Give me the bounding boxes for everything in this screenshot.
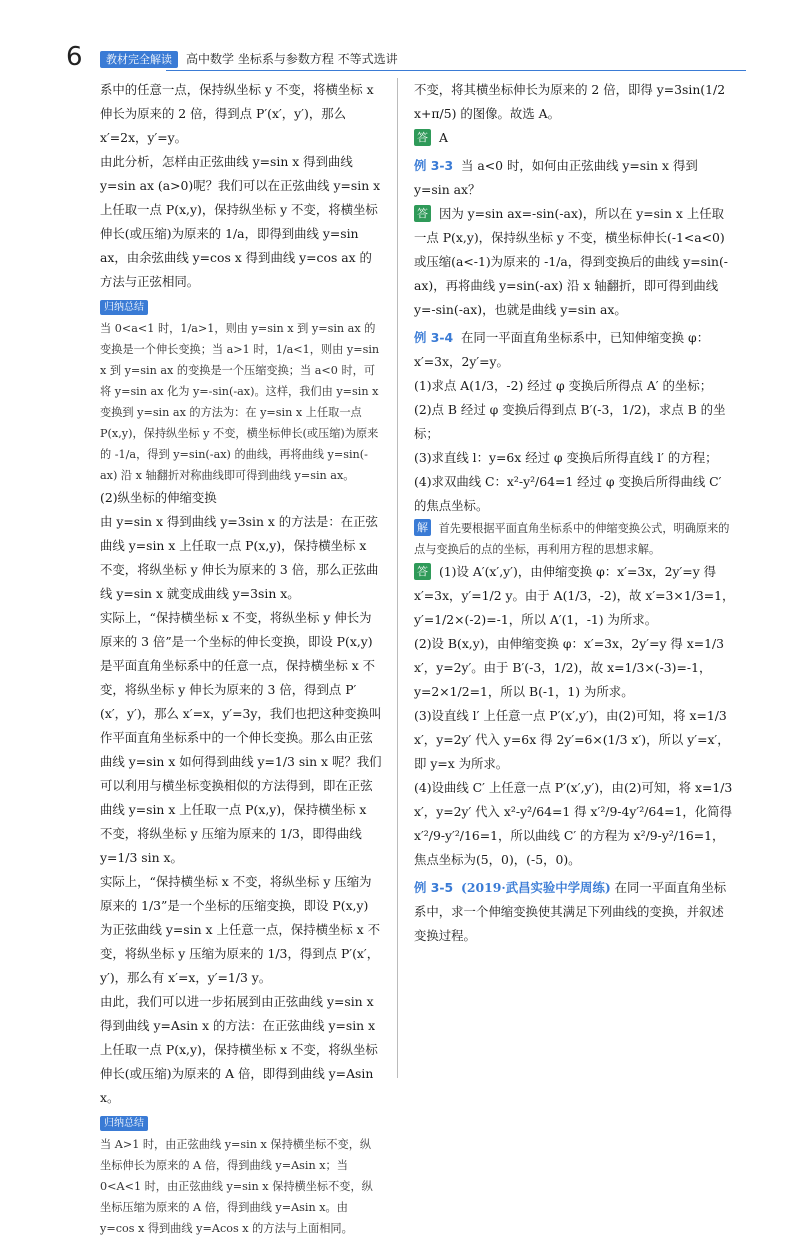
analysis-badge: 解 xyxy=(414,519,431,536)
question: (2)点 B 经过 φ 变换后得到点 B′(-3，1/2)，求点 B 的坐标； xyxy=(414,402,726,441)
right-column xyxy=(414,78,736,948)
answer-text: 因为 y=sin ax=-sin(-ax)，所以在 y=sin x 上任取一点 P(x,y)，保持纵坐标 y 不变，横坐标伸长(-1<a<0)或压缩(a<-1)为原来的 -1/a，得到变换后的曲线 y=sin(-ax)，再将曲线 y=sin(-ax) 沿 x 轴翻折，即可得到曲线 y=-sin(-ax)，也就是曲线 y=sin ax。 xyxy=(414,206,728,317)
paragraph: 实际上，“保持横坐标 x 不变，将纵坐标 y 压缩为原来的 1/3”是一个坐标的压缩变换，即设 P(x,y) 为正弦曲线 y=sin x 上任意一点，保持横坐标 x 不变，将纵坐标 y 压缩为原来的 1/3，得到点 P′(x′，y′)，那么有 x′=x，y′=1/3 y。 xyxy=(100,874,380,985)
column-divider xyxy=(397,78,398,1078)
answer-badge: 答 xyxy=(414,205,431,222)
answer-3-3 xyxy=(414,202,736,322)
question: (1)求点 A(1/3，-2) 经过 φ 变换后所得点 A′ 的坐标； xyxy=(414,378,713,393)
section-heading: (2)纵坐标的伸缩变换 xyxy=(100,490,217,505)
example-source: (2019·武昌实验中学周练) xyxy=(461,880,611,895)
example-label: 例 3-4 xyxy=(414,330,454,345)
paragraph: 系中的任意一点，保持纵坐标 y 不变，将横坐标 x 伸长为原来的 2 倍，得到点 P′(x′，y′)，那么 x′=2x，y′=y。 xyxy=(100,82,374,145)
example-label: 例 3-3 xyxy=(414,158,454,173)
answer-part: (4)设曲线 C′ 上任意一点 P′(x′,y′)，由(2)可知，将 x=1/3 x′，y=2y′ 代入 x²-y²/64=1 得 x′²/9-4y′²/64=1，化简得 x′²/9-y′²/16=1，所以曲线 C′ 的方程为 x²/9-y²/16=1，焦点坐标为(5，0)，(-5，0)。 xyxy=(414,780,733,867)
answer-text: (1)设 A′(x′,y′)，由伸缩变换 φ：x′=3x，2y′=y 得 x′=3x，y′=1/2 y。由于 A(1/3，-2)，故 x′=3×1/3=1，y′=1/2×(-2)=-1，所以 A′(1，-1) 为所求。 xyxy=(414,564,735,627)
example-text: 在同一平面直角坐标系中，已知伸缩变换 φ：x′=3x，2y′=y。 xyxy=(414,330,710,369)
example-3-5 xyxy=(414,876,736,948)
answer-badge: 答 xyxy=(414,129,431,146)
summary-tag: 归纳总结 xyxy=(100,1116,148,1131)
answer-line xyxy=(414,126,736,150)
example-3-3 xyxy=(414,154,736,202)
summary-text: 当 A>1 时，由正弦曲线 y=sin x 保持横坐标不变，纵坐标伸长为原来的 A 倍，得到曲线 y=Asin x；当 0<A<1 时，由正弦曲线 y=sin x 保持横坐标不变，纵坐标压缩为原来的 A 倍，得到曲线 y=Asin x。由 y=cos x 得到曲线 y=Acos x 的方法与上面相同。 xyxy=(100,1138,373,1235)
paragraph: 不变，将其横坐标伸长为原来的 2 倍，即得 y=3sin(1/2 x+π/5) 的图像。故选 A。 xyxy=(414,82,726,121)
answer-3-4 xyxy=(414,560,736,632)
series-label: 教材完全解读 xyxy=(100,51,178,68)
question: (3)求直线 l：y=6x 经过 φ 变换后所得直线 l′ 的方程； xyxy=(414,450,718,465)
left-column xyxy=(100,78,382,1239)
subject-title: 高中数学 坐标系与参数方程 不等式选讲 xyxy=(186,52,398,66)
analysis-text: 首先要根据平面直角坐标系中的伸缩变换公式，明确原来的点与变换后的点的坐标，再利用方程的思想求解。 xyxy=(414,522,730,556)
analysis xyxy=(414,518,736,560)
answer-part: (3)设直线 l′ 上任意一点 P′(x′,y′)，由(2)可知，将 x=1/3 x′，y=2y′ 代入 y=6x 得 2y′=6×(1/3 x′)，所以 y′=x′，即 y=x 为所求。 xyxy=(414,708,730,771)
paragraph: 实际上，“保持横坐标 x 不变，将纵坐标 y 伸长为原来的 3 倍”是一个坐标的伸长变换，即设 P(x,y) 是平面直角坐标系中的任意一点，保持横坐标 x 不变，将纵坐标 y 伸长为原来的 3 倍，得到点 P′(x′，y′)，那么 x′=x，y′=3y，我们也把这种变换叫作平面直角坐标系中的一个伸长变换。那么由正弦曲线 y=sin x 如何得到曲线 y=1/3 sin x 呢？我们可以利用与横坐标变换相似的方法得到，即在正弦曲线 y=sin x 上任取一点 P(x,y)，保持横坐标 x 不变，将纵坐标 y 压缩为原来的 1/3，即得曲线 y=1/3 sin x。 xyxy=(100,610,382,865)
question: (4)求双曲线 C：x²-y²/64=1 经过 φ 变换后所得曲线 C′ 的焦点坐标。 xyxy=(414,474,722,513)
paragraph: 由此，我们可以进一步拓展到由正弦曲线 y=sin x 得到曲线 y=Asin x 的方法：在正弦曲线 y=sin x 上任取一点 P(x,y)，保持横坐标 x 不变，将纵坐标伸长(或压缩)为原来的 A 倍，即得到曲线 y=Asin x。 xyxy=(100,994,378,1105)
example-label: 例 3-5 xyxy=(414,880,454,895)
page-number: 6 xyxy=(66,42,83,72)
example-3-4 xyxy=(414,326,736,374)
answer-value: A xyxy=(438,130,448,145)
summary-tag: 归纳总结 xyxy=(100,300,148,315)
summary-text: 当 0<a<1 时，1/a>1，则由 y=sin x 到 y=sin ax 的变换是一个伸长变换；当 a>1 时，1/a<1，则由 y=sin x 到 y=sin ax 的变换是一个压缩变换；当 a<0 时，可将 y=sin ax 化为 y=-sin(-ax)。这样，我们由 y=sin x 变换到 y=sin ax 的方法为：在 y=sin x 上任取一点 P(x,y)，保持纵坐标 y 不变，横坐标伸长(或压缩)为原来的 -1/a，得到 y=sin(-ax) 的曲线，再将曲线 y=sin(-ax) 沿 x 轴翻折对称曲线即可得到曲线 y=sin ax。 xyxy=(100,322,380,482)
header-rule xyxy=(166,70,746,71)
answer-part: (2)设 B(x,y)，由伸缩变换 φ：x′=3x，2y′=y 得 x=1/3 x′，y=2y′。由于 B′(-3，1/2)，故 x=1/3×(-3)=-1，y=2×1/2=1，所以 B(-1，1) 为所求。 xyxy=(414,636,725,699)
answer-badge: 答 xyxy=(414,563,431,580)
paragraph: 由 y=sin x 得到曲线 y=3sin x 的方法是：在正弦曲线 y=sin x 上任取一点 P(x,y)，保持横坐标 x 不变，将纵坐标 y 伸长为原来的 3 倍，那么正弦曲线 y=sin x 就变成曲线 y=3sin x。 xyxy=(100,514,379,601)
example-text: 在同一平面直角坐标系中，求一个伸缩变换使其满足下列曲线的变换，并叙述变换过程。 xyxy=(414,880,727,943)
page-header xyxy=(66,42,746,72)
paragraph: 由此分析，怎样由正弦曲线 y=sin x 得到曲线 y=sin ax (a>0)呢？我们可以在正弦曲线 y=sin x 上任取一点 P(x,y)，保持纵坐标 y 不变，将横坐标伸长(或压缩)为原来的 1/a，即得到曲线 y=sin ax，由余弦曲线 y=cos x 得到曲线 y=cos ax 的方法与正弦相同。 xyxy=(100,154,381,289)
example-text: 当 a<0 时，如何由正弦曲线 y=sin x 得到 y=sin ax？ xyxy=(414,158,698,197)
